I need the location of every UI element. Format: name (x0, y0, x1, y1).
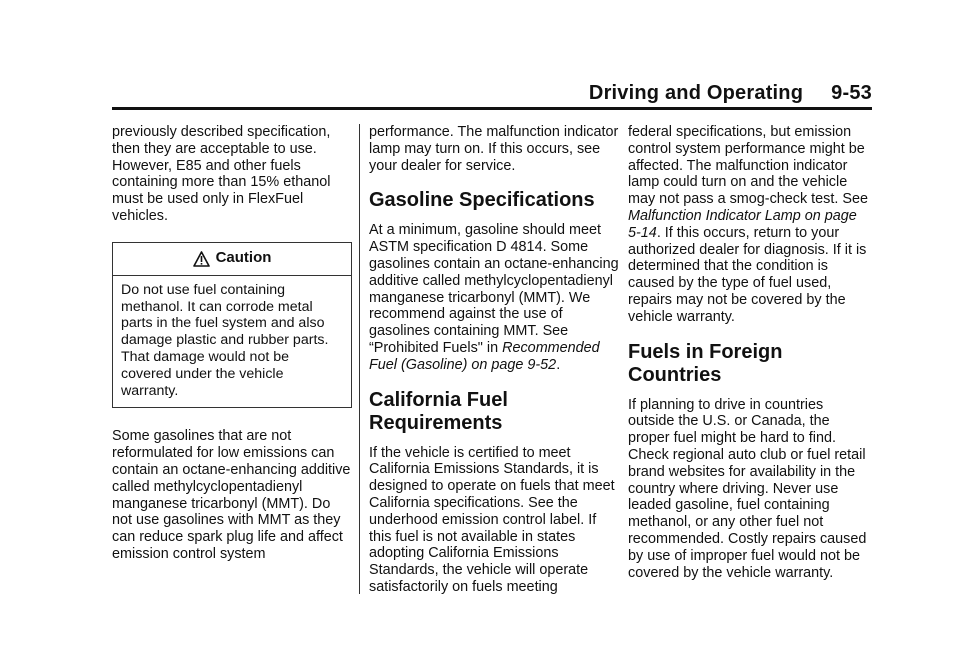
intro-paragraph: previously described specification, then they are acceptable to use. However, E85 and other fuels containing more than 15% ethanol must be used only in FlexFuel vehicles. (112, 124, 331, 224)
column-2 (369, 124, 620, 596)
gasoline-specifications-heading: Gasoline Specifications (369, 189, 595, 212)
column-3 (628, 124, 872, 581)
foreign-fuels-heading: Fuels in Foreign Countries (628, 340, 783, 386)
gasoline-specifications-paragraph (369, 222, 620, 373)
gasoline-spec-end: . (556, 356, 561, 373)
california-fuel-heading: California Fuel Requirements (369, 388, 508, 434)
foreign-fuels-paragraph: If planning to drive in countries outside the U.S. or Canada, the proper fuel might be hard to find. Check regional auto club or fuel retail brand websites for availability in the country where driving. Never use leaded gasoline, fuel containing methanol, or any other fuel not recommended. Costly repairs caused by use of improper fuel would not be covered by the vehicle warranty. (628, 396, 867, 581)
section-title: Driving and Operating (588, 82, 804, 104)
column-divider (359, 124, 360, 594)
caution-box (112, 242, 352, 409)
caution-text: Do not use fuel containing methanol. It can corrode metal parts in the fuel system and also damage plastic and rubber parts. That damage would not be covered under the vehicle warranty. (121, 281, 329, 399)
mmt-paragraph: Some gasolines that are not reformulated for low emissions can contain an octane-enhancing additive called methylcyclopentadienyl manganese tricarbonyl (MMT). Do not use gasolines with MMT as they can reduce spark plug life and affect emission control system (112, 428, 351, 562)
caution-body (113, 276, 351, 408)
caution-title: Caution (215, 249, 272, 267)
recommended-fuel-link[interactable]: Recommended Fuel (Gasoline) on page 9-52 (369, 339, 600, 373)
federal-spec-end: . If this occurs, return to your authorized dealer for diagnosis. If it is determined that the condition is caused by the type of fuel used, repairs may not be covered by the vehicle warranty. (628, 224, 867, 325)
page-number: 9-53 (831, 82, 872, 104)
federal-spec-paragraph (628, 124, 872, 326)
malfunction-lamp-link[interactable]: Malfunction Indicator Lamp on page 5-14 (628, 207, 857, 241)
warning-triangle-icon (193, 251, 210, 267)
header-rule (112, 107, 872, 110)
caution-header (113, 243, 351, 276)
california-fuel-paragraph: If the vehicle is certified to meet California Emissions Standards, it is designed to operate on fuels that meet California specifications. See the underhood emission control label. If this fuel is not available in states adopting California Emissions Standards, the vehicle will operate satisfactorily on fuels meeting (369, 444, 615, 595)
gasoline-spec-text: At a minimum, gasoline should meet ASTM specification D 4814. Some gasolines contain an octane-enhancing additive called methylcyclopentadienyl manganese tricarbonyl (MMT). We recommend against the use of gasolines containing MMT. See “Prohibited Fuels" in (369, 222, 619, 356)
performance-paragraph: performance. The malfunction indicator lamp may turn on. If this occurs, see your dealer for service. (369, 124, 619, 174)
page-header (112, 82, 872, 104)
column-1 (112, 124, 352, 563)
federal-spec-text: federal specifications, but emission control system performance might be affected. The malfunction indicator lamp could turn on and the vehicle may not pass a smog-check test. See (628, 124, 868, 208)
